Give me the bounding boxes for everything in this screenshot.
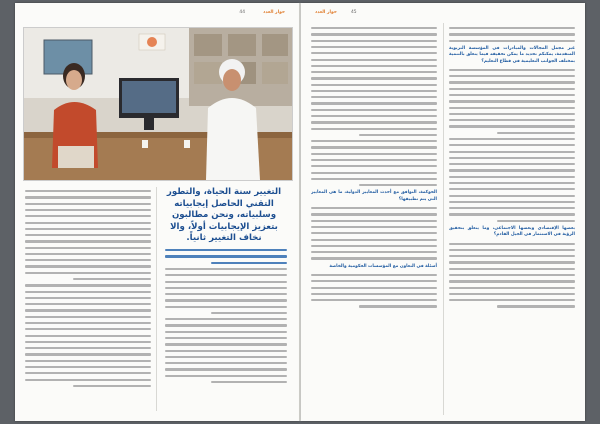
left-page-number: 44 [239, 10, 245, 15]
left-page-header: حوار العدد [263, 10, 285, 15]
article-headline: التغيير سنة الحياة، والتطور التقني الحاصل إيجابياته وسلبياته، ونحن مطالبون بتعزيز الإيجابيات أولاً، والا نخاف التغيير ثانياً. [166, 187, 282, 243]
question-2: بعضها الإقتصادي وبعضها الاجتماعي، وما يتعلق بتحقيق الرؤية في الاستثمار في الجيل القادم؟ [449, 225, 575, 238]
column-divider [156, 187, 157, 411]
left-page-left-column [25, 186, 151, 417]
left-page-right-column [165, 245, 287, 417]
right-page-right-column [449, 23, 575, 415]
question-3: الحوكمة، التوافق مع أحدث المعايير الدولية، ما هي المعايير التي يتم تطبيقها؟ [311, 190, 437, 202]
right-page-header: حوار العدد [315, 10, 337, 15]
interview-photo-image [24, 28, 292, 180]
column-divider-right [443, 23, 444, 415]
right-page-number: 45 [351, 10, 357, 15]
question-4: أسئلة في التعاون مع المؤسسات الحكومية والخاصة [329, 263, 437, 269]
question-1: عبر مجمل المجالات والمبادرات في المؤسسة التربوية المتقدمة، يمكنكم تحديد ما يمكن تحقيقه فيما يتعلق بالتنمية بمختلف الجوانب التعليمية في قطاع التعليم؟ [449, 45, 575, 64]
interview-photo [23, 27, 293, 181]
right-page-left-column [311, 23, 437, 415]
left-page [15, 3, 299, 421]
right-page [301, 3, 585, 421]
